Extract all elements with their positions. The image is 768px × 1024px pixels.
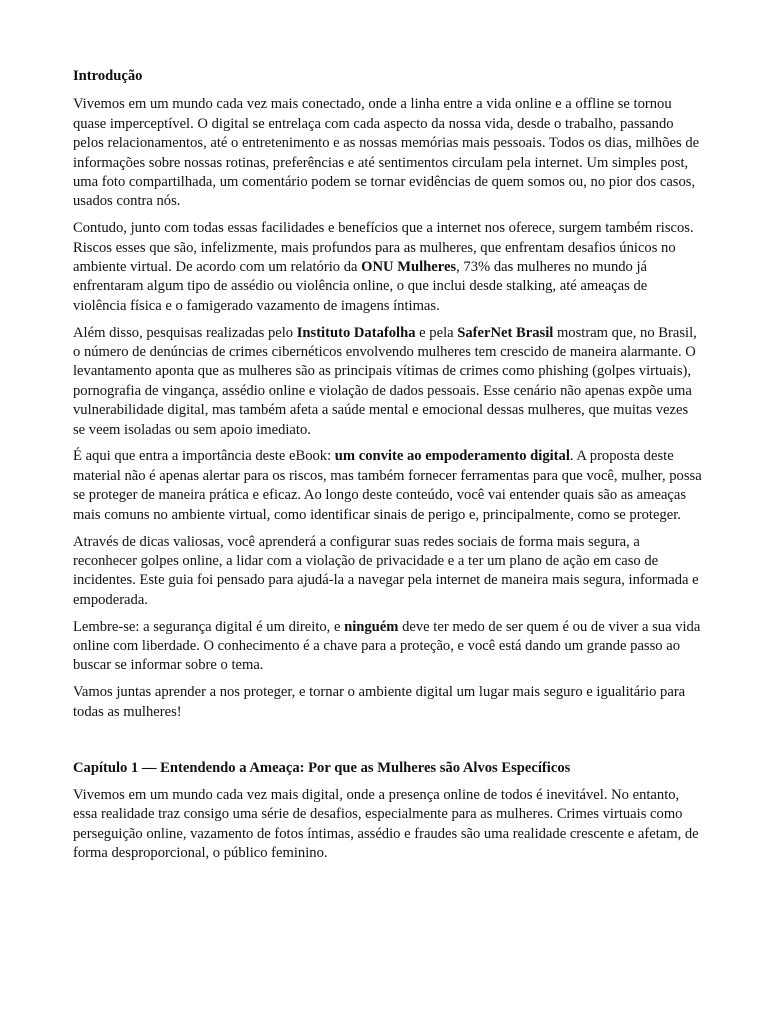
chapter-1-paragraph-1: Vivemos em um mundo cada vez mais digital, onde a presença online de todos é inevitável. No entanto, essa realidade traz consigo uma série de desafios, especialmente para as mulheres. Crimes virtuais como perseguição online, vazamento de fotos íntimas, assédio e fraudes são uma realidade crescente e afetam, de forma desproporcional, o público feminino.	[73, 786, 699, 861]
intro-paragraph-2	[73, 219, 703, 316]
text-run: . A proposta deste material não é apenas alertar para os riscos, mas também fornecer ferramentas para que você, mulher, possa se proteger de maneira prática e eficaz. Ao longo deste conteúdo, você vai entender quais são as ameaças mais comuns no ambiente virtual, como identificar sinais de perigo e, principalmente, como se proteger.	[73, 448, 702, 523]
intro-paragraph-1: Vivemos em um mundo cada vez mais conectado, onde a linha entre a vida online e a offline se tornou quase imperceptível. O digital se entrelaça com cada aspecto da nossa vida, desde o trabalho, passando pelos relacionamentos, até o entretenimento e as nossas memórias mais pessoais. Todos os dias, milhões de informações sobre nossas rotinas, preferências e até sentimentos circulam pela internet. Um simples post, uma foto compartilhada, um comentário podem se tornar evidências de quem somos ou, no pior dos casos, usados contra nós.	[73, 96, 700, 210]
intro-heading: Introdução	[73, 68, 143, 84]
intro-paragraph-6	[73, 618, 703, 676]
intro-paragraph-5: Através de dicas valiosas, você aprenderá a configurar suas redes sociais de forma mais segura, a reconhecer golpes online, a lidar com a violação de privacidade e a ter um plano de ação em caso de incidentes. Este guia foi pensado para ajudá-la a navegar pela internet de maneira mais segura, informada e empoderada.	[73, 533, 699, 608]
text-run: e pela	[415, 324, 458, 341]
intro-paragraph-4	[73, 447, 703, 525]
bold-empoderamento: um convite ao empoderamento digital	[334, 448, 570, 465]
text-run: deve ter medo de ser quem é ou de viver a sua vida online com liberdade. O conhecimento é a chave para a proteção, e você está dando um grande passo ao buscar se informar sobre o tema.	[73, 618, 701, 674]
intro-paragraph-3	[73, 324, 703, 440]
text-run: Lembre-se: a segurança digital é um direito, e	[73, 618, 345, 635]
text-run: mostram que, no Brasil, o número de denúncias de crimes cibernéticos envolvendo mulheres tem crescido de maneira alarmante. O levantamento aponta que as mulheres são as principais vítimas de crimes como phishing (golpes virtuais), pornografia de vingança, assédio online e violação de dados pessoais. Esse cenário não apenas expõe uma vulnerabilidade digital, mas também afeta a saúde mental e emocional dessas mulheres, que muitas vezes se veem isoladas ou sem apoio imediato.	[73, 324, 697, 438]
document-page	[73, 67, 703, 871]
text-run: Além disso, pesquisas realizadas pelo	[73, 324, 297, 341]
bold-ninguem: ninguém	[344, 618, 399, 635]
bold-safernet-brasil: SaferNet Brasil	[457, 324, 554, 341]
chapter-1-heading: Capítulo 1 — Entendendo a Ameaça: Por que as Mulheres são Alvos Específicos	[73, 759, 571, 776]
intro-paragraph-7: Vamos juntas aprender a nos proteger, e tornar o ambiente digital um lugar mais seguro e igualitário para todas as mulheres!	[73, 684, 686, 720]
bold-instituto-datafolha: Instituto Datafolha	[296, 324, 416, 341]
text-run: , 73% das mulheres no mundo já enfrentaram algum tipo de assédio ou violência online, o que inclui desde stalking, até ameaças de violência física e o famigerado vazamento de imagens íntimas.	[73, 259, 648, 314]
text-run: Contudo, junto com todas essas facilidades e benefícios que a internet nos oferece, surgem também riscos. Riscos esses que são, infelizmente, mais profundos para as mulheres, que enfrentam desafios únicos no ambiente virtual. De acordo com um relatório da	[73, 220, 694, 276]
text-run: É aqui que entra a importância deste eBook:	[73, 448, 335, 465]
bold-onu-mulheres: ONU Mulheres	[361, 259, 457, 276]
